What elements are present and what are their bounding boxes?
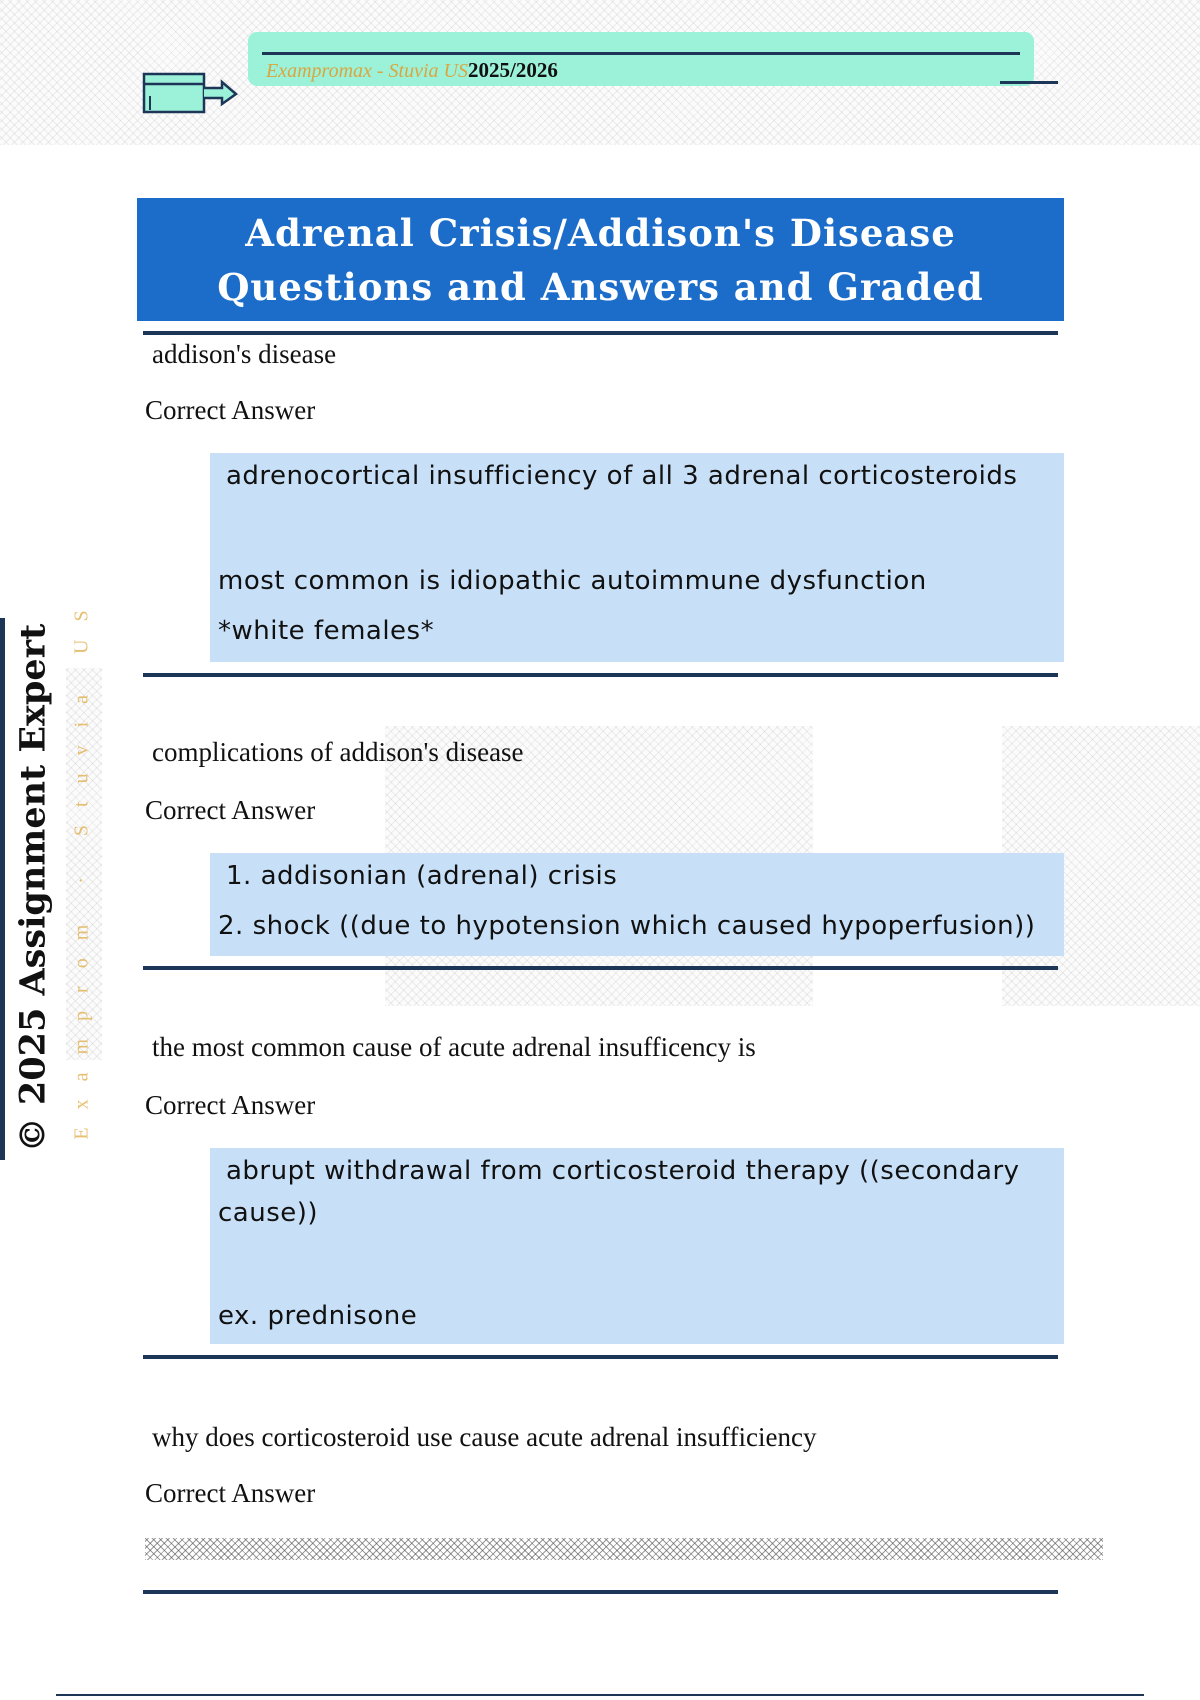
answer-box bbox=[210, 853, 1064, 956]
correct-answer-label: Correct Answer bbox=[145, 795, 316, 825]
answer-box bbox=[210, 1148, 1064, 1344]
question-text: the most common cause of acute adrenal insufficency is bbox=[152, 1032, 756, 1062]
correct-answer-label: Correct Answer bbox=[145, 1478, 316, 1508]
header-rule bbox=[262, 52, 1020, 55]
document-title-text: Adrenal Crisis/Addison's Disease Questions and Answers and Graded bbox=[217, 210, 984, 309]
side-bar bbox=[0, 618, 5, 1160]
footer-rule bbox=[56, 1694, 1144, 1696]
divider bbox=[143, 1590, 1058, 1594]
divider bbox=[143, 331, 1058, 335]
answer-line: 2. shock ((due to hypotension which caused hypoperfusion)) bbox=[218, 911, 1036, 941]
document-title bbox=[137, 198, 1064, 321]
question-text: addison's disease bbox=[152, 339, 337, 369]
header-year: 2025/2026 bbox=[468, 58, 558, 82]
answer-line: adrenocortical insufficiency of all 3 adrenal corticosteroids bbox=[226, 461, 1018, 491]
divider bbox=[143, 673, 1058, 677]
answer-line: abrupt withdrawal from corticosteroid therapy ((secondary bbox=[226, 1156, 1020, 1186]
answer-line: most common is idiopathic autoimmune dysfunction bbox=[218, 566, 927, 596]
divider bbox=[143, 966, 1058, 970]
correct-answer-label: Correct Answer bbox=[145, 1090, 316, 1120]
answer-line: *white females* bbox=[218, 616, 435, 646]
answer-line: 1. addisonian (adrenal) crisis bbox=[226, 861, 618, 891]
answer-box bbox=[210, 453, 1064, 662]
header-rule-right bbox=[1000, 81, 1058, 84]
copyright-watermark: © 2025 Assignment Expert bbox=[12, 623, 54, 1153]
redacted-answer-strip bbox=[145, 1538, 1103, 1560]
header-brand: Exampromax - Stuvia US bbox=[266, 60, 468, 82]
question-text: why does corticosteroid use cause acute adrenal insufficiency bbox=[152, 1422, 817, 1452]
answer-line: cause)) bbox=[218, 1198, 319, 1228]
header-text bbox=[266, 58, 558, 83]
side-faint-watermark: Examprom · Stuvia US bbox=[70, 592, 93, 1140]
answer-line: ex. prednisone bbox=[218, 1301, 418, 1331]
correct-answer-label: Correct Answer bbox=[145, 395, 316, 425]
question-text: complications of addison's disease bbox=[152, 737, 524, 767]
document-tab-icon bbox=[142, 72, 238, 116]
divider bbox=[143, 1355, 1058, 1359]
